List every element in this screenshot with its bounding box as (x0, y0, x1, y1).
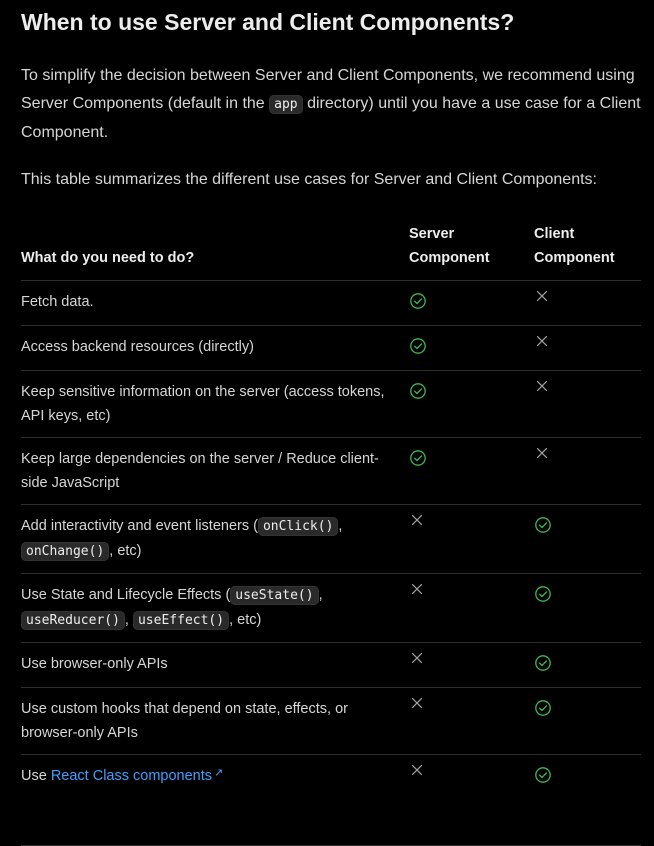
row-text-after: , etc) (229, 612, 262, 628)
server-cell (409, 755, 534, 846)
header-client-line2: Component (534, 250, 615, 266)
inline-code-onchange: onChange() (21, 542, 109, 561)
row-task: Use browser-only APIs (21, 643, 409, 688)
server-cell (409, 371, 534, 438)
check-circle-icon (534, 699, 552, 717)
intro-text-2: directory) until you have a use case for a Client Component. (21, 95, 641, 141)
x-icon (409, 512, 425, 528)
x-icon (409, 762, 425, 778)
client-cell (534, 326, 641, 371)
row-task: Fetch data. (21, 281, 409, 326)
table-row (21, 505, 641, 574)
client-cell (534, 755, 641, 846)
row-task: Access backend resources (directly) (21, 326, 409, 371)
row-task: Keep large dependencies on the server / Reduce client-side JavaScript (21, 438, 409, 505)
client-cell (534, 643, 641, 688)
client-cell (534, 505, 641, 574)
client-cell (534, 688, 641, 755)
client-cell (534, 371, 641, 438)
comparison-table (21, 220, 641, 846)
server-cell (409, 438, 534, 505)
row-text-after: , etc) (109, 543, 142, 559)
check-circle-icon (534, 585, 552, 603)
header-task: What do you need to do? (21, 220, 409, 281)
row-text-before: Use (21, 768, 51, 784)
header-server-line1: Server (409, 226, 455, 242)
intro-text-1: To simplify the decision between Server and Client Components, we recommend using Server Components (default in the (21, 67, 635, 112)
x-icon (534, 378, 550, 394)
x-icon (534, 445, 550, 461)
x-icon (409, 695, 425, 711)
summary-paragraph: This table summarizes the different use cases for Server and Client Components: (21, 171, 597, 188)
row-task (21, 505, 409, 574)
check-circle-icon (534, 654, 552, 672)
server-cell (409, 643, 534, 688)
x-icon (409, 650, 425, 666)
row-sep: , (318, 587, 323, 603)
inline-code-usereducer: useReducer() (21, 611, 125, 630)
check-circle-icon (409, 382, 427, 400)
x-icon (534, 288, 550, 304)
row-task (21, 574, 409, 643)
server-cell (409, 281, 534, 326)
check-circle-icon (409, 292, 427, 310)
table-row (21, 688, 641, 755)
table-row (21, 326, 641, 371)
row-text-before: Add interactivity and event listeners ( (21, 518, 258, 534)
section-heading: When to use Server and Client Components? (21, 9, 515, 35)
row-task: Use custom hooks that depend on state, effects, or browser-only APIs (21, 688, 409, 755)
row-sep: , (338, 518, 343, 534)
server-cell (409, 688, 534, 755)
server-cell (409, 505, 534, 574)
inline-code-usestate: useState() (230, 586, 318, 605)
check-circle-icon (534, 516, 552, 534)
table-header-row (21, 220, 641, 281)
check-circle-icon (534, 766, 552, 784)
inline-code-onclick: onClick() (258, 517, 338, 536)
header-client (534, 220, 641, 281)
check-circle-icon (409, 337, 427, 355)
row-task (21, 755, 409, 846)
client-cell (534, 438, 641, 505)
table-row (21, 574, 641, 643)
x-icon (409, 581, 425, 597)
client-cell (534, 281, 641, 326)
check-circle-icon (409, 449, 427, 467)
row-text-before: Use State and Lifecycle Effects ( (21, 587, 231, 603)
inline-code-useeffect: useEffect() (133, 611, 229, 630)
external-link-icon: ↗ (214, 767, 224, 779)
header-client-line1: Client (534, 226, 575, 242)
x-icon (534, 333, 550, 349)
header-server (409, 220, 534, 281)
table-row (21, 643, 641, 688)
header-server-line2: Component (409, 250, 490, 266)
table-row (21, 438, 641, 505)
react-class-components-link[interactable]: React Class components (50, 768, 213, 784)
row-sep: , (124, 612, 133, 628)
table-row (21, 371, 641, 438)
server-cell (409, 326, 534, 371)
row-task: Keep sensitive information on the server (access tokens, API keys, etc) (21, 371, 409, 438)
table-row (21, 755, 641, 846)
table-row (21, 281, 641, 326)
server-cell (409, 574, 534, 643)
intro-paragraph (21, 62, 641, 147)
inline-code-app: app (269, 95, 302, 114)
client-cell (534, 574, 641, 643)
